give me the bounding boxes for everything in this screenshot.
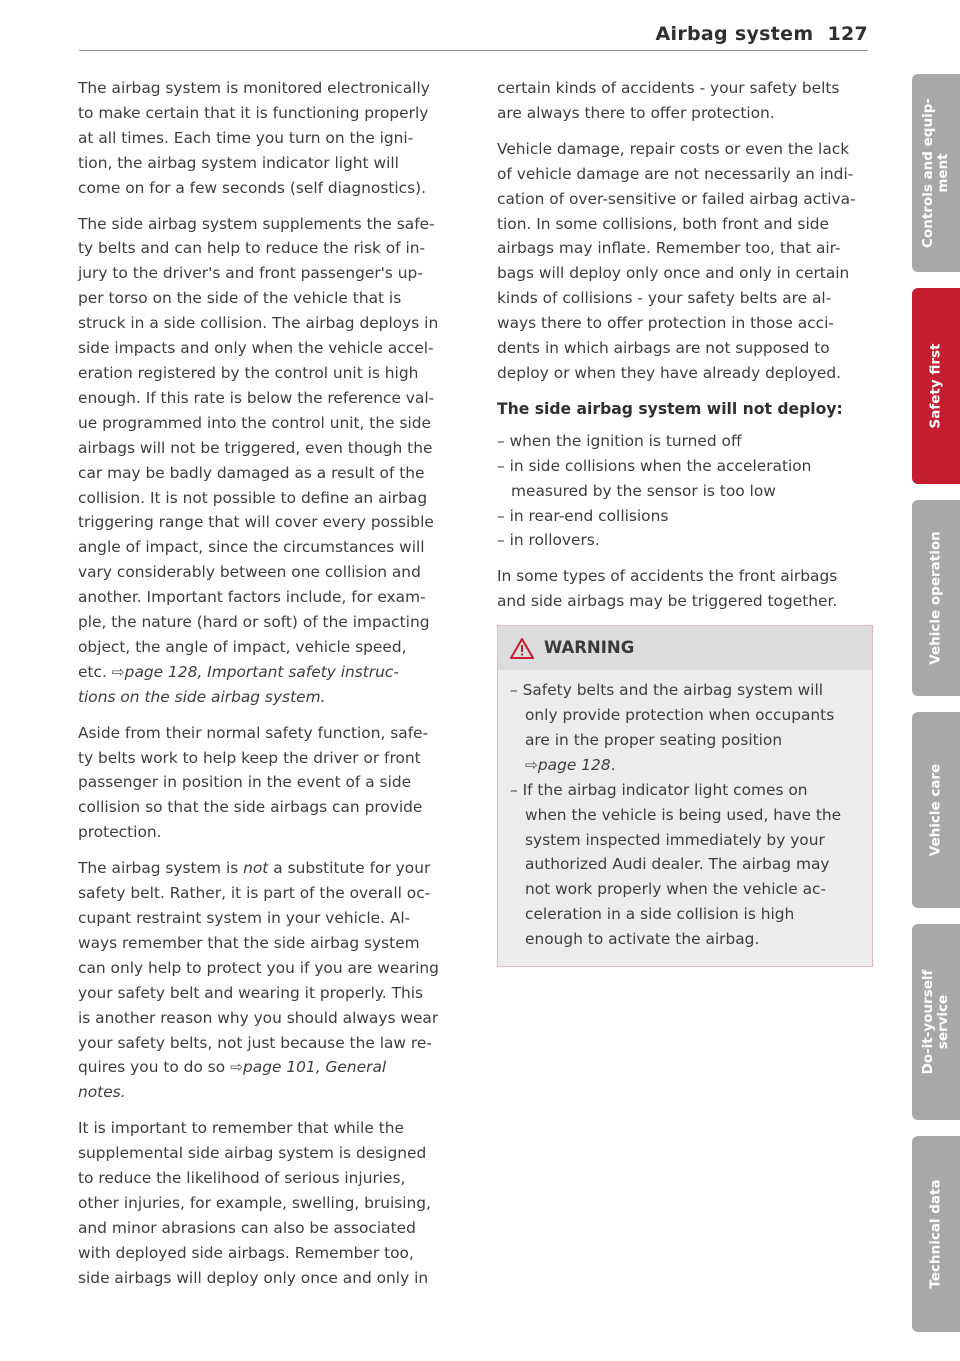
text-line: passenger in position in the event of a side [78, 773, 412, 792]
text-line: per torso on the side of the vehicle that is [78, 289, 402, 308]
tab-label: ment [935, 153, 951, 193]
text-line: are in the proper seating position [525, 730, 783, 749]
text-line: with deployed side airbags. Remember too, [78, 1243, 414, 1262]
tab-label: Technical data [927, 1179, 944, 1289]
text-line: object, the angle of impact, vehicle speed, [78, 637, 407, 656]
paragraph-other-injuries [78, 1116, 454, 1290]
text-line: – in side collisions when the acceleration [497, 456, 812, 475]
text-line: side impacts and only when the vehicle accel- [78, 339, 434, 358]
cross-reference-link[interactable]: notes. [78, 1083, 126, 1102]
text-line: jury to the driver's and front passenger's up- [78, 264, 423, 283]
text-line: and minor abrasions can also be associated [78, 1218, 416, 1237]
text-line: your safety belt and wearing it properly. This [78, 983, 424, 1002]
text-line: of vehicle damage are not necessarily an indi- [497, 164, 854, 183]
list-item: – in rollovers. [497, 531, 600, 550]
text-fragment: quires you to do so [78, 1058, 231, 1077]
paragraph-side-airbag [78, 212, 454, 710]
text-line: another. Important factors include, for exam- [78, 588, 426, 607]
text-line: ty belts and can help to reduce the risk of in- [78, 239, 426, 258]
text-line: collision. It is not possible to define an airbag [78, 488, 428, 507]
text-line: collision so that the side airbags can provide [78, 798, 423, 817]
text-line: ue programmed into the control unit, the side [78, 413, 431, 432]
list-item: – when the ignition is turned off [497, 431, 742, 450]
text-line: triggering range that will cover every possible [78, 513, 434, 532]
warning-header [498, 626, 872, 670]
tab-label: Vehicle operation [927, 531, 944, 665]
right-column [497, 76, 873, 967]
text-fragment: a substitute for your [268, 859, 431, 878]
text-line: It is important to remember that while the [78, 1119, 404, 1138]
text-line: are always there to offer protection. [497, 103, 775, 122]
left-column [78, 76, 454, 1302]
text-line: bags will deploy only once and only in certain [497, 264, 850, 283]
text-line: cation of over-sensitive or failed airbag activa- [497, 189, 856, 208]
text-line: angle of impact, since the circumstances will [78, 538, 425, 557]
text-line: ty belts work to help keep the driver or front [78, 748, 421, 767]
text-line: celeration in a side collision is high [525, 905, 795, 924]
text-line: struck in a side collision. The airbag deploys in [78, 314, 439, 333]
text-line: – If the airbag indicator light comes on [510, 780, 808, 799]
paragraph-safety-belts [78, 721, 454, 846]
tab-label: Vehicle care [927, 763, 944, 857]
text-line: when the vehicle is being used, have the [525, 805, 842, 824]
text-line: to reduce the likelihood of serious injuries, [78, 1169, 406, 1188]
text-line [510, 753, 858, 778]
cross-reference-link[interactable]: tions on the side airbag system. [78, 687, 326, 706]
page-header [656, 23, 868, 45]
tab-safety-first[interactable] [912, 288, 960, 484]
paragraph-vehicle-damage [497, 137, 873, 386]
tab-label: Controls and equip- [920, 98, 936, 248]
text-line: can only help to protect you if you are wearing [78, 958, 439, 977]
text-line: at all times. Each time you turn on the igni- [78, 128, 414, 147]
text-line: ple, the nature (hard or soft) of the impacting [78, 613, 430, 632]
text-line: kinds of collisions - your safety belts are al- [497, 289, 832, 308]
text-line: to make certain that it is functioning properly [78, 103, 429, 122]
tab-label: Do-it-yourself [920, 969, 936, 1075]
text-line: supplemental side airbag system is designed [78, 1144, 427, 1163]
list-item [497, 454, 873, 504]
text-line: Aside from their normal safety function, safe- [78, 723, 429, 742]
tab-label: service [935, 994, 951, 1050]
cross-reference-link[interactable]: page 101, General [243, 1058, 387, 1077]
text-line: authorized Audi dealer. The airbag may [525, 855, 830, 874]
cross-reference-link[interactable]: page 128 [537, 755, 611, 774]
text-line: ways there to offer protection in those acci- [497, 314, 834, 333]
paragraph-not-substitute [78, 856, 454, 1105]
text-line: is another reason why you should always wear [78, 1008, 439, 1027]
paragraph-triggered-together [497, 564, 873, 614]
text-line: not work properly when the vehicle ac- [525, 880, 827, 899]
warning-box [497, 625, 873, 967]
text-line: cupant restraint system in your vehicle. Al- [78, 909, 411, 927]
text-line [78, 1080, 454, 1105]
text-line: ways remember that the side airbag system [78, 933, 420, 952]
tab-controls-and-equipment[interactable] [912, 74, 960, 272]
text-line: car may be badly damaged as a result of the [78, 463, 425, 482]
warning-title: WARNING [544, 637, 635, 657]
warning-triangle-icon [510, 638, 534, 659]
text-line: safety belt. Rather, it is part of the overall oc- [78, 884, 431, 903]
text-line: other injuries, for example, swelling, bruising, [78, 1193, 431, 1212]
arrow-right-icon: ⇨ [111, 662, 125, 681]
list-item: – in rear-end collisions [497, 506, 669, 525]
text-line: deploy or when they have already deployed. [497, 363, 842, 382]
text-line: only provide protection when occupants [525, 706, 835, 725]
text-line: dents in which airbags are not supposed to [497, 339, 830, 358]
section-title: Airbag system [655, 23, 814, 45]
text-line: eration registered by the control unit is high [78, 363, 419, 382]
warning-item [510, 678, 858, 778]
text-line: protection. [78, 823, 162, 842]
paragraph-monitoring [78, 76, 454, 201]
text-line: airbags will not be triggered, even though the [78, 438, 433, 457]
arrow-right-icon: ⇨ [525, 755, 538, 774]
text-line [78, 685, 454, 710]
tab-label: Safety first [927, 343, 944, 429]
text-line: measured by the sensor is too low [511, 481, 776, 500]
text-line: and side airbags may be triggered together. [497, 592, 838, 611]
cross-reference-link[interactable]: page 128, Important safety instruc- [124, 662, 399, 681]
text-line: tion, the airbag system indicator light will [78, 153, 399, 172]
tab-do-it-yourself-service[interactable] [912, 924, 960, 1120]
warning-body [498, 670, 872, 966]
subheading-not-deploy: The side airbag system will not deploy: [497, 399, 843, 418]
header-rule [79, 50, 868, 51]
text-line: system inspected immediately by your [525, 830, 825, 849]
text-line: enough. If this rate is below the reference val- [78, 388, 435, 407]
warning-item [510, 778, 858, 952]
text-line: vary considerably between one collision and [78, 563, 421, 582]
text-line: enough to activate the airbag. [525, 930, 760, 949]
text-fragment: . [610, 755, 616, 774]
text-line: side airbags will deploy only once and only in [78, 1268, 429, 1287]
text-line: The airbag system is monitored electronically [78, 79, 430, 97]
not-deploy-list [497, 429, 873, 554]
text-line [78, 660, 454, 685]
ref-prefix: etc. [78, 662, 107, 681]
tab-vehicle-care[interactable] [912, 712, 960, 908]
text-line: Vehicle damage, repair costs or even the lack [497, 139, 850, 158]
text-line: certain kinds of accidents - your safety belts [497, 79, 840, 97]
text-line: your safety belts, not just because the law re- [78, 1033, 432, 1052]
text-fragment: The airbag system is [78, 859, 244, 878]
text-line: airbags may inflate. Remember too, that air- [497, 239, 841, 258]
text-line: tion. In some collisions, both front and side [497, 214, 829, 233]
text-line: – Safety belts and the airbag system will [510, 681, 824, 700]
text-line [78, 856, 454, 881]
tab-technical-data[interactable] [912, 1136, 960, 1332]
text-line: come on for a few seconds (self diagnostics). [78, 178, 427, 197]
emphasis: not [243, 859, 269, 878]
text-line [78, 1055, 454, 1080]
tab-vehicle-operation[interactable] [912, 500, 960, 696]
text-line: The side airbag system supplements the safe- [78, 214, 435, 233]
page-number: 127 [827, 23, 868, 45]
arrow-right-icon: ⇨ [230, 1058, 243, 1077]
paragraph-continued [497, 76, 873, 126]
text-line: In some types of accidents the front airbags [497, 567, 838, 586]
